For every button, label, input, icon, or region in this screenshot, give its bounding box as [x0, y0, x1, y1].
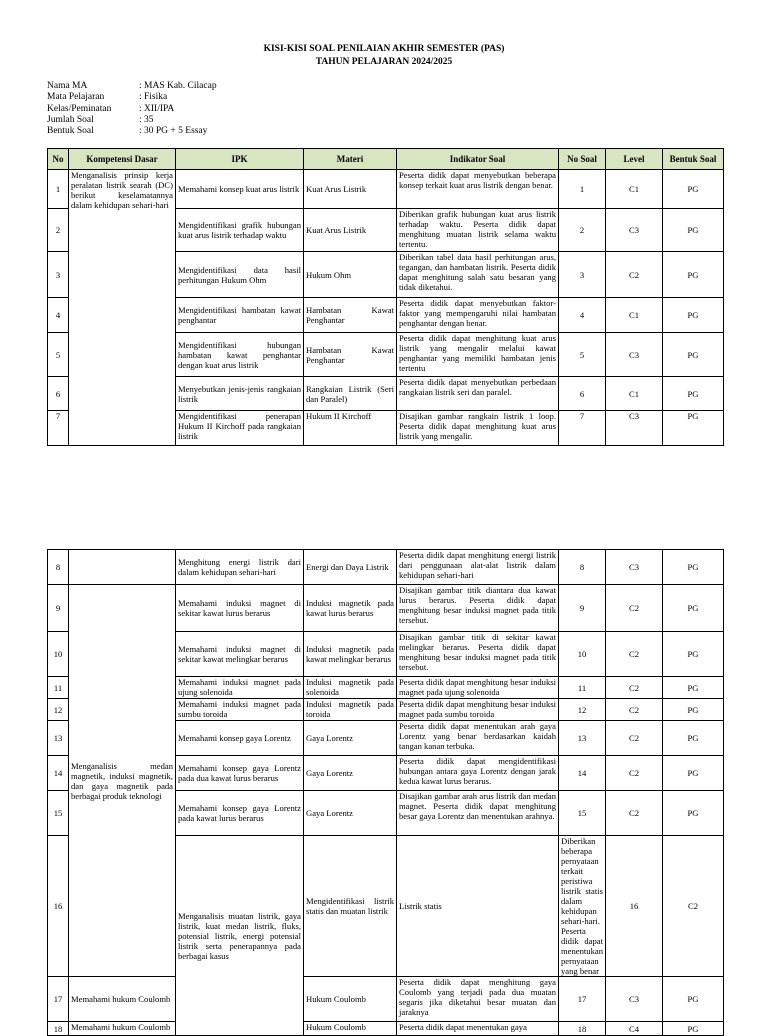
cell-bentuk: PG [663, 791, 724, 836]
cell-no-soal: 1 [559, 170, 606, 209]
cell-indikator: Peserta didik dapat menentukan arah gaya Lorentz yang benar berdasarkan kaidah tangan kanan terbuka. [397, 721, 559, 756]
info-value: : Fisika [139, 92, 168, 103]
cell-materi: Gaya Lorentz [304, 791, 397, 836]
cell-no-soal: 12 [559, 699, 606, 721]
cell-indikator: Peserta didik dapat menyebutkan beberapa konsep terkait kuat arus listrik dengan benar. [397, 170, 559, 209]
cell-no-soal: 15 [559, 791, 606, 836]
info-label: Bentuk Soal [47, 126, 94, 137]
cell-bentuk: PG [663, 550, 724, 585]
cell-bentuk: PG [663, 977, 724, 1022]
cell-materi: Gaya Lorentz [304, 756, 397, 791]
header-ipk: IPK [176, 149, 304, 170]
cell-no: 16 [48, 836, 69, 977]
cell-no-soal: 8 [559, 550, 606, 585]
cell-ipk: Memahami konsep kuat arus listrik [176, 170, 304, 209]
cell-materi: Hukum II Kirchoff [304, 411, 397, 446]
cell-bentuk: PG [663, 209, 724, 252]
info-block [47, 81, 217, 137]
cell-bentuk: PG [663, 298, 724, 333]
cell-no-soal: 16 [606, 836, 663, 977]
cell-bentuk: PG [663, 632, 724, 677]
info-row-type [47, 126, 217, 137]
cell-indikator: Diberikan tabel data hasil perhitungan arus, tegangan, dan hambatan listrik. Peserta didik dapat menghitung salah satu besaran yang tidak diketahui. [397, 252, 559, 298]
cell-level: C2 [663, 836, 724, 977]
cell-no-soal: 13 [559, 721, 606, 756]
cell-level: C4 [606, 1022, 663, 1036]
cell-indikator: Disajikan gambar titik di sekitar kawat melingkar berarus. Peserta didik dapat menghitung besar induksi magnet pada titik tersebut. [397, 632, 559, 677]
cell-no: 18 [48, 1022, 69, 1036]
cell-level: C3 [606, 411, 663, 446]
cell-no-soal: 7 [559, 411, 606, 446]
cell-no: 17 [48, 977, 69, 1022]
cell-bentuk: PG [663, 677, 724, 699]
cell-no-soal: 9 [559, 585, 606, 632]
cell-no: 13 [48, 721, 69, 756]
document-subtitle: TAHUN PELAJARAN 2024/2025 [315, 57, 453, 67]
cell-ipk: Memahami induksi magnet di sekitar kawat melingkar berarus [176, 632, 304, 677]
cell-level: C2 [606, 756, 663, 791]
table-header-row [48, 149, 724, 170]
cell-no-soal: 11 [559, 677, 606, 699]
cell-level: C2 [606, 791, 663, 836]
table-row [48, 170, 724, 209]
cell-ipk: Memahami induksi magnet pada sumbu toroida [176, 699, 304, 721]
cell-materi: Hukum Ohm [304, 252, 397, 298]
cell-indikator: Peserta didik dapat menghitung besar induksi magnet pada ujung solenoida [397, 677, 559, 699]
cell-level: C2 [606, 677, 663, 699]
cell-materi: Gaya Lorentz [304, 721, 397, 756]
cell-ipk: Memahami induksi magnet pada ujung solenoida [176, 677, 304, 699]
header-kompetensi-dasar: Kompetensi Dasar [69, 149, 176, 170]
header-materi: Materi [304, 149, 397, 170]
cell-ipk: Mengidentifikasi hubungan hambatan kawat penghantar dengan kuat arus listrik [176, 333, 304, 377]
header-level: Level [606, 149, 663, 170]
cell-bentuk: PG [663, 333, 724, 377]
info-value: : XII/IPA [139, 103, 175, 114]
table-row [48, 977, 724, 1022]
cell-ipk: Mengidentifikasi hambatan kawat penghantar [176, 298, 304, 333]
cell-no-soal: 6 [559, 377, 606, 411]
cell-materi: Kuat Arus Listrik [304, 209, 397, 252]
cell-no: 11 [48, 677, 69, 699]
cell-level: C1 [606, 170, 663, 209]
cell-bentuk: PG [663, 756, 724, 791]
cell-level: C3 [606, 550, 663, 585]
cell-no: 3 [48, 252, 69, 298]
cell-indikator: Disajikan gambar titik diantara dua kawat lurus berarus. Peserta didik dapat menghitung besar induksi magnet pada titik tersebut. [397, 585, 559, 632]
cell-bentuk: PG [663, 1022, 724, 1036]
cell-level: C2 [606, 585, 663, 632]
cell-no-soal: 4 [559, 298, 606, 333]
cell-indikator: Peserta didik dapat menghitung kuat arus listrik yang mengalir melalui kawat penghantar yang memiliki hambatan jenis tertentu [397, 333, 559, 377]
cell-level: C2 [606, 699, 663, 721]
cell-no: 14 [48, 756, 69, 791]
cell-no-soal: 2 [559, 209, 606, 252]
document-title: KISI-KISI SOAL PENILAIAN AKHIR SEMESTER (PAS) [263, 44, 505, 54]
cell-no: 7 [48, 411, 69, 446]
cell-ipk: Mengidentifikasi data hasil perhitungan Hukum Ohm [176, 252, 304, 298]
info-value: : MAS Kab. Cilacap [139, 81, 217, 91]
cell-no: 15 [48, 791, 69, 836]
cell-kompetensi-dasar: Menganalisis prinsip kerja peralatan listrik searah (DC) berikut keselamatannya dalam kehidupan sehari-hari [69, 170, 176, 446]
cell-materi: Induksi magnetik pada solenoida [304, 677, 397, 699]
cell-ipk: Memahami konsep gaya Lorentz pada kawat lurus berarus [176, 791, 304, 836]
cell-bentuk: PG [663, 721, 724, 756]
cell-no-soal: 17 [559, 977, 606, 1022]
table-row [48, 585, 724, 632]
cell-ipk: Mengidentifikasi penerapan Hukum II Kirchoff pada rangkaian listrik [176, 411, 304, 446]
cell-bentuk: PG [663, 377, 724, 411]
cell-no: 4 [48, 298, 69, 333]
info-value: : 35 [139, 114, 154, 125]
cell-materi: Induksi magnetik pada kawat lurus berarus [304, 585, 397, 632]
info-label: Jumlah Soal [47, 114, 94, 125]
cell-ipk: Memahami konsep gaya Lorentz pada dua kawat lurus berarus [176, 756, 304, 791]
cell-indikator: Peserta didik dapat menghitung energi listrik dari penggunaan alat-alat listrik dalam kehidupan sehari-hari [397, 550, 559, 585]
cell-no-soal: 18 [559, 1022, 606, 1036]
cell-level: C2 [606, 632, 663, 677]
cell-level: C3 [606, 977, 663, 1022]
header-bentuk-soal: Bentuk Soal [663, 149, 724, 170]
cell-materi: Induksi magnetik pada kawat melingkar berarus [304, 632, 397, 677]
cell-bentuk: PG [663, 252, 724, 298]
cell-ipk: Menyebutkan jenis-jenis rangkaian listrik [176, 377, 304, 411]
info-label: Nama MA [47, 81, 88, 91]
cell-materi: Hukum Coulomb [304, 977, 397, 1022]
cell-materi: Hambatan Kawat Penghantar [304, 298, 397, 333]
cell-indikator: Peserta didik dapat menyebutkan faktor-faktor yang mempengaruhi nilai hambatan penghantar dengan benar. [397, 298, 559, 333]
info-row-class [47, 104, 217, 115]
cell-kompetensi-dasar: Menganalisis medan magnetik, induksi magnetik, dan gaya magnetik pada berbagai produk teknologi [69, 585, 176, 977]
cell-ipk: Memahami hukum Coulomb [69, 1022, 176, 1036]
cell-materi: Induksi magnetik pada toroida [304, 699, 397, 721]
cell-no: 9 [48, 585, 69, 632]
info-row-count [47, 115, 217, 126]
cell-materi: Hukum Coulomb [304, 1022, 397, 1036]
cell-level: C2 [606, 721, 663, 756]
cell-ipk: Memahami hukum Coulomb [69, 977, 176, 1022]
cell-no: 10 [48, 632, 69, 677]
cell-ipk: Menghitung energi listrik dari dalam kehidupan sehari-hari [176, 550, 304, 585]
cell-no: 12 [48, 699, 69, 721]
cell-materi: Rangkaian Listrik (Seri dan Paralel) [304, 377, 397, 411]
info-value: : 30 PG + 5 Essay [139, 126, 208, 137]
cell-no-soal: 3 [559, 252, 606, 298]
cell-materi: Energi dan Daya Listrik [304, 550, 397, 585]
info-label: Mata Pelajaran [47, 92, 105, 103]
cell-indikator: Peserta didik dapat mengidentifikasi hubungan antara gaya Lorentz dengan jarak kedua kawat lurus berarus. [397, 756, 559, 791]
cell-ipk: Mengidentifikasi listrik statis dan muatan listrik [304, 836, 397, 977]
cell-level: C3 [606, 209, 663, 252]
cell-materi: Listrik statis [397, 836, 559, 977]
cell-indikator: Peserta didik dapat menghitung gaya Coulomb yang terjadi pada dua muatan segaris jika diketahui besar muatan dan jaraknya [397, 977, 559, 1022]
header-no-soal: No Soal [559, 149, 606, 170]
cell-no-soal: 14 [559, 756, 606, 791]
cell-materi: Hambatan Kawat Penghantar [304, 333, 397, 377]
cell-indikator: Diberikan beberapa pernyataan terkait peristiwa listrik statis dalam kehidupan sehari-hari. Peserta didik dapat menentukan pernyataan yang benar [559, 836, 606, 977]
cell-indikator: Disajikan gambar arah arus listrik dan medan magnet. Peserta didik dapat menghitung besar gaya Lorentz dan menentukan arahnya. [397, 791, 559, 836]
cell-indikator: Peserta didik dapat menyebutkan perbedaan rangkaian listrik seri dan paralel. [397, 377, 559, 411]
cell-no: 2 [48, 209, 69, 252]
cell-bentuk: PG [663, 699, 724, 721]
cell-ipk: Memahami konsep gaya Lorentz [176, 721, 304, 756]
cell-materi: Kuat Arus Listrik [304, 170, 397, 209]
cell-no: 1 [48, 170, 69, 209]
cell-indikator: Peserta didik dapat menghitung besar induksi magnet pada sumbu toroida [397, 699, 559, 721]
cell-indikator: Disajikan gambar rangkain listrik 1 loop. Peserta didik dapat menghitung kuat arus listrik yang mengalir. [397, 411, 559, 446]
cell-level: C1 [606, 377, 663, 411]
cell-kompetensi-dasar-empty [69, 550, 176, 585]
grid-table-page-1 [47, 148, 724, 446]
cell-level: C1 [606, 298, 663, 333]
info-row-school [47, 81, 217, 92]
cell-indikator: Peserta didik dapat menentukan gaya [397, 1022, 559, 1036]
grid-table-page-2 [47, 549, 724, 1036]
cell-no: 8 [48, 550, 69, 585]
cell-level: C3 [606, 333, 663, 377]
info-label: Kelas/Peminatan [47, 103, 112, 114]
cell-no-soal: 5 [559, 333, 606, 377]
cell-no: 5 [48, 333, 69, 377]
header-no: No [48, 149, 69, 170]
cell-bentuk: PG [663, 411, 724, 446]
cell-level: C2 [606, 252, 663, 298]
cell-ipk: Memahami induksi magnet di sekitar kawat lurus berarus [176, 585, 304, 632]
cell-indikator: Diberikan grafik hubungan kuat arus listrik terhadap waktu. Peserta didik dapat menghitung muatan listrik selama waktu tertentu. [397, 209, 559, 252]
cell-kompetensi-dasar: Menganalisis muatan listrik, gaya listrik, kuat medan listrik, fluks, potensial listrik, energi potensial listrik serta penerapannya pada berbagai kasus [176, 836, 304, 1036]
cell-bentuk: PG [663, 170, 724, 209]
info-row-subject [47, 92, 217, 103]
cell-no-soal: 10 [559, 632, 606, 677]
cell-bentuk: PG [663, 585, 724, 632]
header-indikator-soal: Indikator Soal [397, 149, 559, 170]
cell-ipk: Mengidentifikasi grafik hubungan kuat arus listrik terhadap waktu [176, 209, 304, 252]
cell-no: 6 [48, 377, 69, 411]
table-row [48, 550, 724, 585]
